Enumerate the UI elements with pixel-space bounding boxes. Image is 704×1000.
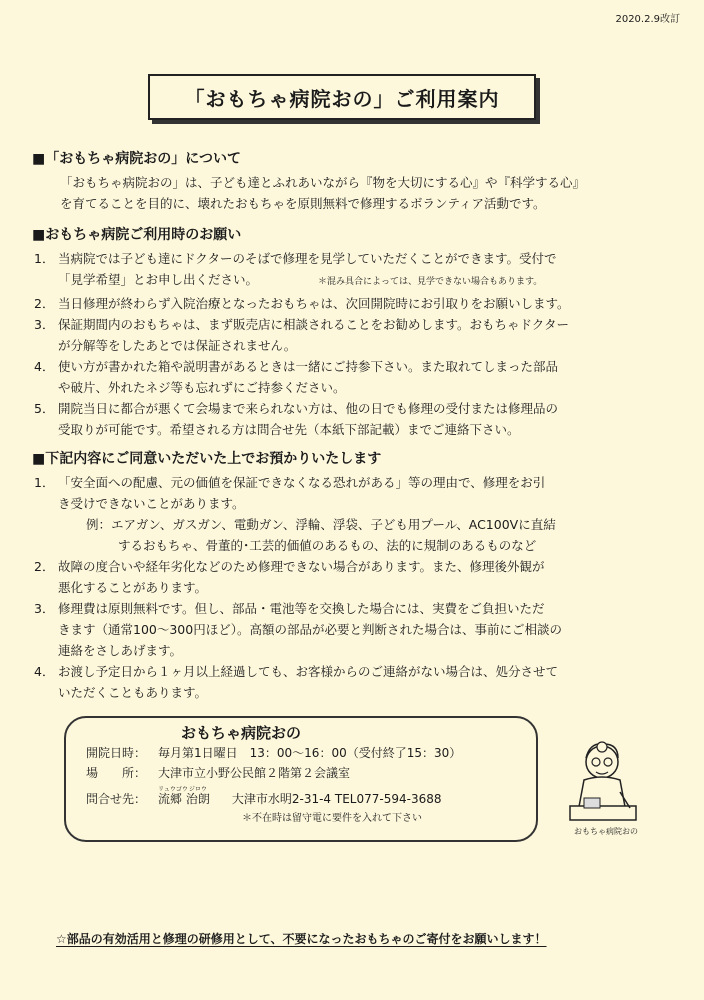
contact-surname: リュウゴウ 流郷 — [158, 786, 188, 806]
list-item: 2． 故障の度合いや経年劣化などのため修理できない場合があります。また、修理後外観が 悪化することがあります。 — [34, 559, 545, 595]
contact-given-name: ジロウ 治朗 — [185, 786, 210, 806]
terms-list — [32, 472, 682, 703]
contact-address: 大津市水明2-31-4 TEL077-594-3688 — [231, 792, 442, 806]
example-line-1: 例：エアガン、ガスガン、電動ガン、浮輪、浮袋、子ども用プール、AC100Vに直結 — [86, 517, 556, 532]
list-item: 5． 開院当日に都合が悪くて会場まで来られない方は、他の日でも修理の受付または修理品の 受取りが可能です。希望される方は問合せ先（本紙下部記載）までご連絡下さい。 — [34, 401, 559, 437]
hours-row: 開院日時： 毎月第1日曜日 13：00～16：00（受付終了15：30） — [86, 746, 462, 760]
donation-footer: ☆部品の有効活用と修理の研修用として、不要になったおもちゃのご寄付をお願いします！ — [56, 932, 547, 946]
list-item: 2． 当日修理が終わらず入院治療となったおもちゃは、次回開院時にお引取りをお願いします。 — [34, 296, 570, 311]
requests-section — [32, 224, 682, 440]
example-line-2: するおもちゃ、骨董的･工芸的価値のあるもの、法的に規制のあるものなど — [118, 538, 537, 553]
list-item: 4． お渡し予定日から１ヶ月以上経過しても、お客様からのご連絡がない場合は、処分させて いただくこともあります。 — [34, 664, 559, 700]
about-section — [32, 148, 682, 214]
info-box — [64, 716, 538, 842]
terms-section — [32, 448, 682, 703]
crowd-note: ＊混み具合によっては、見学できない場合もあります。 — [318, 277, 543, 287]
doctor-illustration-icon — [560, 736, 650, 832]
about-line-2: を育てることを目的に、壊れたおもちゃを原則無料で修理するボランティア活動です。 — [60, 196, 546, 211]
terms-heading: ■下記内容にご同意いただいた上でお預かりいたします — [32, 451, 382, 467]
requests-heading: ■おもちゃ病院ご利用時のお願い — [32, 227, 242, 243]
revision-date: 2020.2.9改訂 — [615, 14, 680, 25]
place-row: 場 所： 大津市立小野公民館２階第２会議室 — [86, 766, 351, 780]
requests-list — [32, 248, 682, 440]
list-item: 1． 当病院では子ども達にドクターのそばで修理を見学していただくことができます。受付で 「見学希望」とお申し出ください。 ＊混み具合によっては、見学できない場合もあります。 — [34, 251, 557, 287]
absence-note: ＊不在時は留守電に要件を入れて下さい — [242, 813, 422, 824]
page-title: 「おもちゃ病院おの」ご利用案内 — [148, 74, 536, 120]
illustration-caption: おもちゃ病院おの — [574, 827, 638, 836]
contact-row: 問合せ先： リュウゴウ 流郷 ジロウ 治朗 大津市水明2-31-4 TEL077-594-3688 — [86, 789, 536, 809]
list-item: 3． 修理費は原則無料です。但し、部品・電池等を交換した場合には、実費をご負担いただ きます（通常100～300円ほど）。高額の部品が必要と判断された場合は、事前にご相談の 連絡をさしあげます。 — [34, 601, 562, 658]
about-line-1: 「おもちゃ病院おの」は、子ども達とふれあいながら『物を大切にする心』や『科学する心』 — [60, 175, 586, 190]
list-item: 1． 「安全面への配慮、元の価値を保証できなくなる恐れがある」等の理由で、修理をお引 き受けできないことがあります。 例：エアガン、ガスガン、電動ガン、浮輪、浮袋、子ども用プール、AC100Vに直結 するおもちゃ、骨董的･工芸的価値のあるもの、法的に規制のあるものなど — [34, 475, 556, 553]
hospital-name: おもちゃ病院おの — [180, 724, 301, 742]
about-heading: ■「おもちゃ病院おの」について — [32, 151, 241, 167]
list-item: 3． 保証期間内のおもちゃは、まず販売店に相談されることをお勧めします。おもちゃドクター が分解等をしたあとでは保証されません。 — [34, 317, 570, 353]
list-item: 4． 使い方が書かれた箱や説明書があるときは一緒にご持参下さい。また取れてしまった部品 や破片、外れたネジ等も忘れずにご持参ください。 — [34, 359, 559, 395]
